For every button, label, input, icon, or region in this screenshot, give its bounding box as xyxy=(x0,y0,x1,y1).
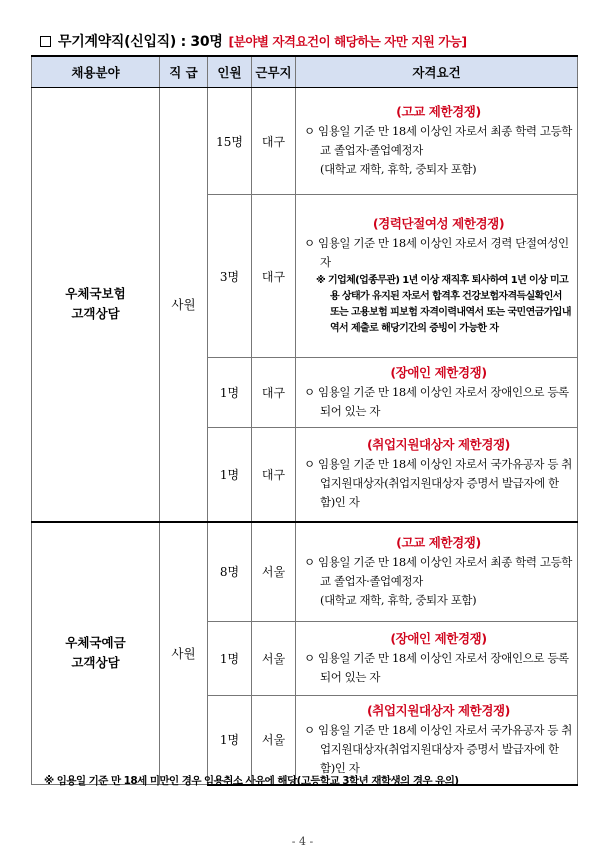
requirement-line: ㅇ 임용일 기준 만 18세 이상인 자로서 국가유공자 등 취업지원대상자(취업지원대상자 증명서 발급자에 한함)인 자 xyxy=(304,722,573,775)
checkbox-square-icon xyxy=(40,36,51,47)
location-cell: 대구 xyxy=(252,195,296,358)
requirements-cell xyxy=(296,428,578,522)
requirements-cell xyxy=(296,696,578,785)
requirements-cell xyxy=(296,522,578,622)
section-title xyxy=(40,30,467,52)
category-label: (장애인 제한경쟁) xyxy=(390,365,487,380)
recruitment-table xyxy=(31,55,578,786)
category-label: (장애인 제한경쟁) xyxy=(390,631,487,646)
category-label: (취업지원대상자 제한경쟁) xyxy=(366,437,510,453)
category-label: (고교 제한경쟁) xyxy=(396,534,481,550)
header-count: 인원 xyxy=(208,56,252,88)
requirement-line: ㅇ 임용일 기준 만 18세 이상인 자로서 국가유공자 등 취업지원대상자(취업지원대상자 증명서 발급자에 한함)인 자 xyxy=(304,457,573,510)
header-location: 근무지 xyxy=(252,56,296,88)
footnote: ※ 임용일 기준 만 18세 미만인 경우 임용취소 사유에 해당(고등학교 3학년 재학생의 경우 유의) xyxy=(44,775,459,787)
field-name: 우체국예금 고객상담 xyxy=(65,635,126,671)
location-cell: 서울 xyxy=(252,696,296,785)
count-cell: 3명 xyxy=(208,195,252,358)
requirements-cell xyxy=(296,195,578,358)
table-header-row xyxy=(32,56,578,88)
count-cell: 1명 xyxy=(208,696,252,785)
location-cell: 대구 xyxy=(252,88,296,195)
requirements-cell xyxy=(296,88,578,195)
field-cell xyxy=(32,88,160,522)
requirement-note: ※ 기업체(업종무관) 1년 이상 재직후 퇴사하여 1년 이상 미고용 상태가 유지된 자로서 합격후 건강보험자격득실확인서 또는 고용보험 피보험 자격이력내역서 또는 국민연금가입내역서 제출로 해당기간의 증빙이 가능한 자 xyxy=(316,275,571,334)
section-title-note: [분야별 자격요건이 해당하는 자만 지원 가능] xyxy=(228,34,467,49)
count-cell: 8명 xyxy=(208,522,252,622)
table-row xyxy=(32,88,578,195)
page-number: - 4 - xyxy=(291,835,314,848)
requirement-line: ㅇ 임용일 기준 만 18세 이상인 자로서 장애인으로 등록되어 있는 자 xyxy=(304,651,569,684)
requirement-line: (대학교 재학, 휴학, 중퇴자 포함) xyxy=(320,162,477,176)
requirement-line: ㅇ 임용일 기준 만 18세 이상인 자로서 경력 단절여성인 자 xyxy=(304,236,569,269)
requirements-cell xyxy=(296,358,578,428)
header-field: 채용분야 xyxy=(32,56,160,88)
requirements-cell xyxy=(296,622,578,696)
rank-cell: 사원 xyxy=(160,522,208,785)
location-cell: 서울 xyxy=(252,522,296,622)
rank-cell: 사원 xyxy=(160,88,208,522)
header-rank: 직 급 xyxy=(160,56,208,88)
count-cell: 15명 xyxy=(208,88,252,195)
field-cell xyxy=(32,522,160,785)
count-cell: 1명 xyxy=(208,622,252,696)
requirement-line: (대학교 재학, 휴학, 중퇴자 포함) xyxy=(320,592,477,607)
table-row xyxy=(32,522,578,622)
category-label: (고교 제한경쟁) xyxy=(396,104,481,119)
count-cell: 1명 xyxy=(208,358,252,428)
category-label: (경력단절여성 제한경쟁) xyxy=(372,216,505,231)
category-label: (취업지원대상자 제한경쟁) xyxy=(366,702,510,718)
header-requirements: 자격요건 xyxy=(296,56,578,88)
section-title-main: 무기계약직(신입직) : 30명 xyxy=(58,34,223,50)
requirement-line: ㅇ 임용일 기준 만 18세 이상인 자로서 최종 학력 고등학교 졸업자·졸업예정자 xyxy=(304,124,573,157)
count-cell: 1명 xyxy=(208,428,252,522)
field-name: 우체국보험 고객상담 xyxy=(65,286,126,322)
requirement-line: ㅇ 임용일 기준 만 18세 이상인 자로서 장애인으로 등록되어 있는 자 xyxy=(304,385,569,418)
requirement-line: ㅇ 임용일 기준 만 18세 이상인 자로서 최종 학력 고등학교 졸업자·졸업예정자 xyxy=(304,554,573,588)
location-cell: 대구 xyxy=(252,358,296,428)
location-cell: 대구 xyxy=(252,428,296,522)
location-cell: 서울 xyxy=(252,622,296,696)
